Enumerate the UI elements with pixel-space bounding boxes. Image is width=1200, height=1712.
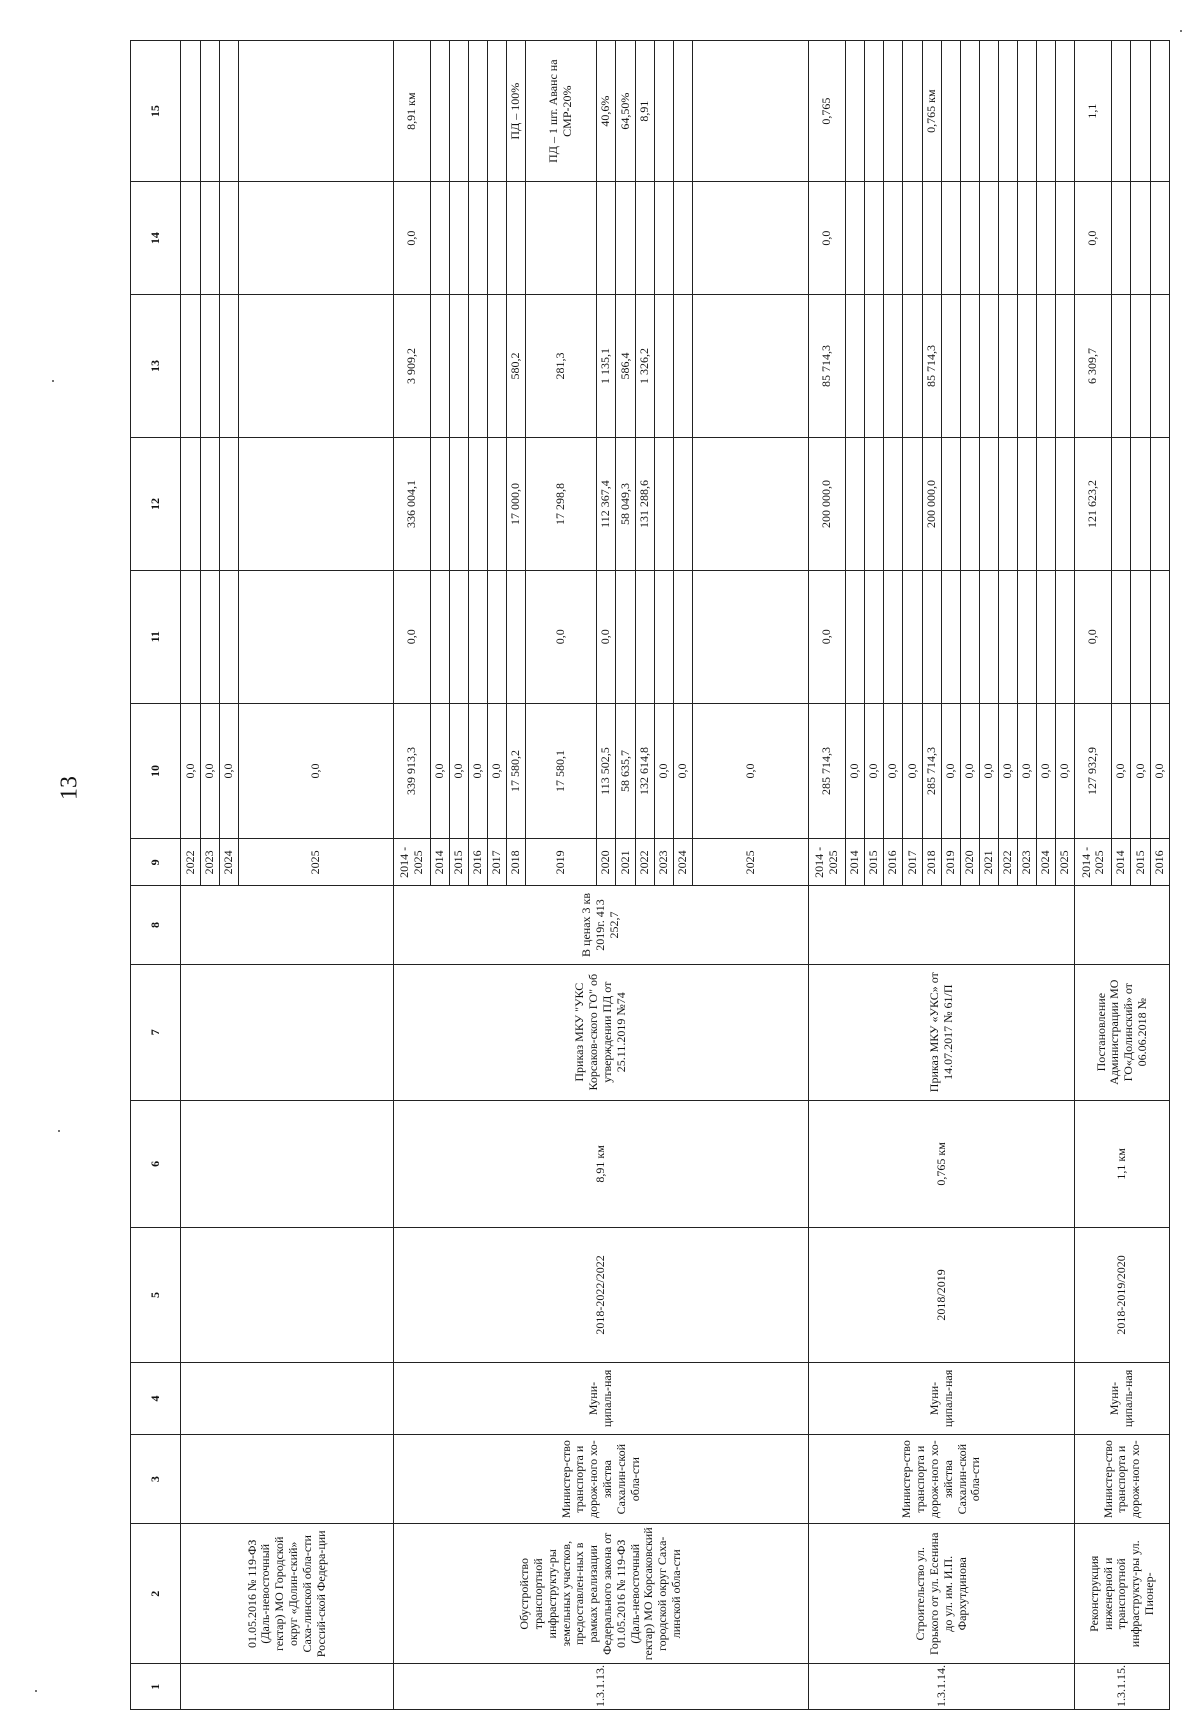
column-number: 4 [131,1362,181,1434]
local-cell: 3 909,2 [393,294,430,437]
year-cell: 2017 [488,839,507,886]
table-row [181,41,200,1710]
total-financing-cell: 0,0 [1037,703,1056,839]
year-cell: 2019 [941,839,960,886]
estimated-cost [809,886,1075,965]
total-financing-cell: 17 580,1 [526,703,597,839]
other-cell: 0,0 [809,182,846,295]
total-financing-cell: 0,0 [846,703,865,839]
capacity-cell [181,1100,393,1227]
year-cell: 2014 [1112,839,1131,886]
period-cell [181,1228,393,1363]
local-cell: 281,3 [526,294,597,437]
total-financing-cell: 285 714,3 [809,703,846,839]
federal-cell: 0,0 [809,570,846,703]
table-row [393,41,430,1710]
capacity: 8,91 км [393,1100,808,1227]
total-financing-cell: 0,0 [430,703,449,839]
column-number: 10 [131,703,181,839]
total-financing-cell: 0,0 [979,703,998,839]
result-cell: 8,91 [635,41,654,182]
year-cell: 2018 [922,839,941,886]
regional-cell: 17 298,8 [526,438,597,571]
year-cell: 2024 [1037,839,1056,886]
column-number: 9 [131,839,181,886]
year-cell: 2023 [1018,839,1037,886]
column-number: 13 [131,294,181,437]
local-cell: 1 326,2 [635,294,654,437]
scan-speck [35,1690,37,1692]
regional-cell: 200 000,0 [809,438,846,571]
regional-cell: 121 623,2 [1075,438,1112,571]
total-financing-cell: 127 932,9 [1075,703,1112,839]
scan-speck [1180,30,1182,32]
scan-speck [52,380,54,382]
item-number: 1.3.1.15. [1075,1664,1170,1710]
column-number: 6 [131,1100,181,1227]
year-cell: 2020 [597,839,616,886]
result-cell: 40,6% [597,41,616,182]
result-cell: 0,765 км [922,41,941,182]
total-financing-cell: 0,0 [654,703,673,839]
cost-cell [181,886,393,965]
federal-cell: 0,0 [393,570,430,703]
column-number: 5 [131,1228,181,1363]
regional-cell: 17 000,0 [507,438,526,571]
total-financing-cell: 58 635,7 [616,703,635,839]
regional-cell: 131 288,6 [635,438,654,571]
total-financing-cell: 0,0 [1018,703,1037,839]
year-cell: 2014 - 2025 [809,839,846,886]
column-number: 2 [131,1524,181,1664]
ownership: Муни-ципаль-ная [1075,1362,1170,1434]
year-cell: 2022 [181,839,200,886]
column-number: 15 [131,41,181,182]
year-cell: 2025 [238,839,393,886]
total-financing-cell: 0,0 [200,703,219,839]
regional-cell: 112 367,4 [597,438,616,571]
year-cell: 2014 - 2025 [1075,839,1112,886]
customer-cell [181,1435,393,1524]
year-cell: 2021 [616,839,635,886]
total-financing-cell: 0,0 [488,703,507,839]
year-cell: 2022 [998,839,1017,886]
result-cell: ПД – 1 шт. Аванс на СМР-20% [526,41,597,182]
ownership: Муни-ципаль-ная [393,1362,808,1434]
year-cell: 2015 [449,839,468,886]
ownership-cell [181,1362,393,1434]
total-financing-cell: 0,0 [903,703,922,839]
total-financing-cell: 0,0 [449,703,468,839]
item-name: 01.05.2016 № 119-ФЗ (Даль-невосточный гектар) МО Городской округ «Долин-ский» Саха-линской обла-сти Россий-ской Федера-ции [181,1524,393,1664]
period: 2018-2022/2022 [393,1228,808,1363]
year-cell: 2015 [865,839,884,886]
approval-document: Приказ МКУ «УКС» от 14.07.2017 № 61/П [809,964,1075,1100]
other-cell: 0,0 [1075,182,1112,295]
total-financing-cell: 0,0 [1112,703,1131,839]
estimated-cost: В ценах 3 кв 2019г. 413 252,7 [393,886,808,965]
total-financing-cell: 0,0 [1131,703,1150,839]
result-cell: 8,91 км [393,41,430,182]
total-financing-cell: 339 913,3 [393,703,430,839]
local-cell: 1 135,1 [597,294,616,437]
total-financing-cell: 0,0 [1056,703,1075,839]
column-number-row [131,41,181,1710]
total-financing-cell: 0,0 [998,703,1017,839]
total-financing-cell: 0,0 [692,703,808,839]
result-cell: 0,765 [809,41,846,182]
year-cell: 2019 [526,839,597,886]
estimated-cost [1075,886,1170,965]
year-cell: 2018 [507,839,526,886]
year-cell: 2025 [1056,839,1075,886]
year-cell: 2024 [219,839,238,886]
regional-cell: 58 049,3 [616,438,635,571]
item-number-cell [181,1664,393,1710]
regional-cell: 336 004,1 [393,438,430,571]
regional-cell: 200 000,0 [922,438,941,571]
total-financing-cell: 0,0 [219,703,238,839]
period: 2018-2019/2020 [1075,1228,1170,1363]
total-financing-cell: 113 502,5 [597,703,616,839]
scan-speck [58,1130,60,1132]
total-financing-cell: 0,0 [960,703,979,839]
total-financing-cell: 0,0 [865,703,884,839]
year-cell: 2021 [979,839,998,886]
year-cell: 2016 [1150,839,1169,886]
page-number: 13 [56,776,83,800]
column-number: 3 [131,1435,181,1524]
capacity: 0,765 км [809,1100,1075,1227]
table-row [1075,41,1112,1710]
year-cell: 2020 [960,839,979,886]
column-number: 7 [131,964,181,1100]
year-cell: 2015 [1131,839,1150,886]
federal-cell: 0,0 [526,570,597,703]
result-cell: ПД – 100% [507,41,526,182]
total-financing-cell: 0,0 [238,703,393,839]
column-number: 12 [131,438,181,571]
rotated-table-page [130,40,1170,1710]
approval-document: Постановление Администрации МО ГО«Долинский» от 06.06.2018 № [1075,964,1170,1100]
year-cell: 2014 [430,839,449,886]
total-financing-cell: 17 580,2 [507,703,526,839]
total-financing-cell: 0,0 [673,703,692,839]
result-cell: 64,50% [616,41,635,182]
local-cell: 85 714,3 [922,294,941,437]
result-cell: 1,1 [1075,41,1112,182]
column-number: 11 [131,570,181,703]
period: 2018/2019 [809,1228,1075,1363]
column-number: 1 [131,1664,181,1710]
year-cell: 2016 [468,839,487,886]
year-cell: 2014 - 2025 [393,839,430,886]
investment-program-table [130,40,1170,1710]
total-financing-cell: 132 614,8 [635,703,654,839]
total-financing-cell: 0,0 [1150,703,1169,839]
total-financing-cell: 285 714,3 [922,703,941,839]
total-financing-cell: 0,0 [181,703,200,839]
other-cell: 0,0 [393,182,430,295]
total-financing-cell: 0,0 [468,703,487,839]
table-row [809,41,846,1710]
year-cell: 2024 [673,839,692,886]
year-cell: 2016 [884,839,903,886]
local-cell: 6 309,7 [1075,294,1112,437]
federal-cell: 0,0 [1075,570,1112,703]
year-cell: 2022 [635,839,654,886]
ownership: Муни-ципаль-ная [809,1362,1075,1434]
total-financing-cell: 0,0 [884,703,903,839]
customer: Министер-ство транспорта и дорож-ного хо- [1075,1435,1170,1524]
column-number: 14 [131,182,181,295]
item-name: Строительство ул. Горького от ул. Есенина до ул. им. И.П. Фархутдинова [809,1524,1075,1664]
customer: Министер-ство транспорта и дорож-ного хо-зяйства Сахалин-ской обла-сти [809,1435,1075,1524]
year-cell: 2014 [846,839,865,886]
local-cell: 85 714,3 [809,294,846,437]
year-cell: 2017 [903,839,922,886]
item-name: Реконструкция инженерной и транспортной инфраструкту-ры ул. Пионер- [1075,1524,1170,1664]
approval-document: Приказ МКУ "УКС Корсаков-ского ГО" об утверждении ПД от 25.11.2019 №74 [393,964,808,1100]
local-cell: 580,2 [507,294,526,437]
year-cell: 2023 [654,839,673,886]
local-cell: 586,4 [616,294,635,437]
column-number: 8 [131,886,181,965]
item-name: Обустройство транспортной инфраструкту-ры земельных участков, предоставлен-ных в рамках реализации Федерального закона от 01.05.2016 № 119-ФЗ (Даль-невосточный гектар) МО Корсаковский городской округ Саха-линской обла-сти [393,1524,808,1664]
federal-cell: 0,0 [597,570,616,703]
year-cell: 2023 [200,839,219,886]
total-financing-cell: 0,0 [941,703,960,839]
document-cell [181,964,393,1100]
year-cell: 2025 [692,839,808,886]
customer: Министер-ство транспорта и дорож-ного хо-зяйства Сахалин-ской обла-сти [393,1435,808,1524]
item-number: 1.3.1.13. [393,1664,808,1710]
capacity: 1,1 км [1075,1100,1170,1227]
item-number: 1.3.1.14. [809,1664,1075,1710]
